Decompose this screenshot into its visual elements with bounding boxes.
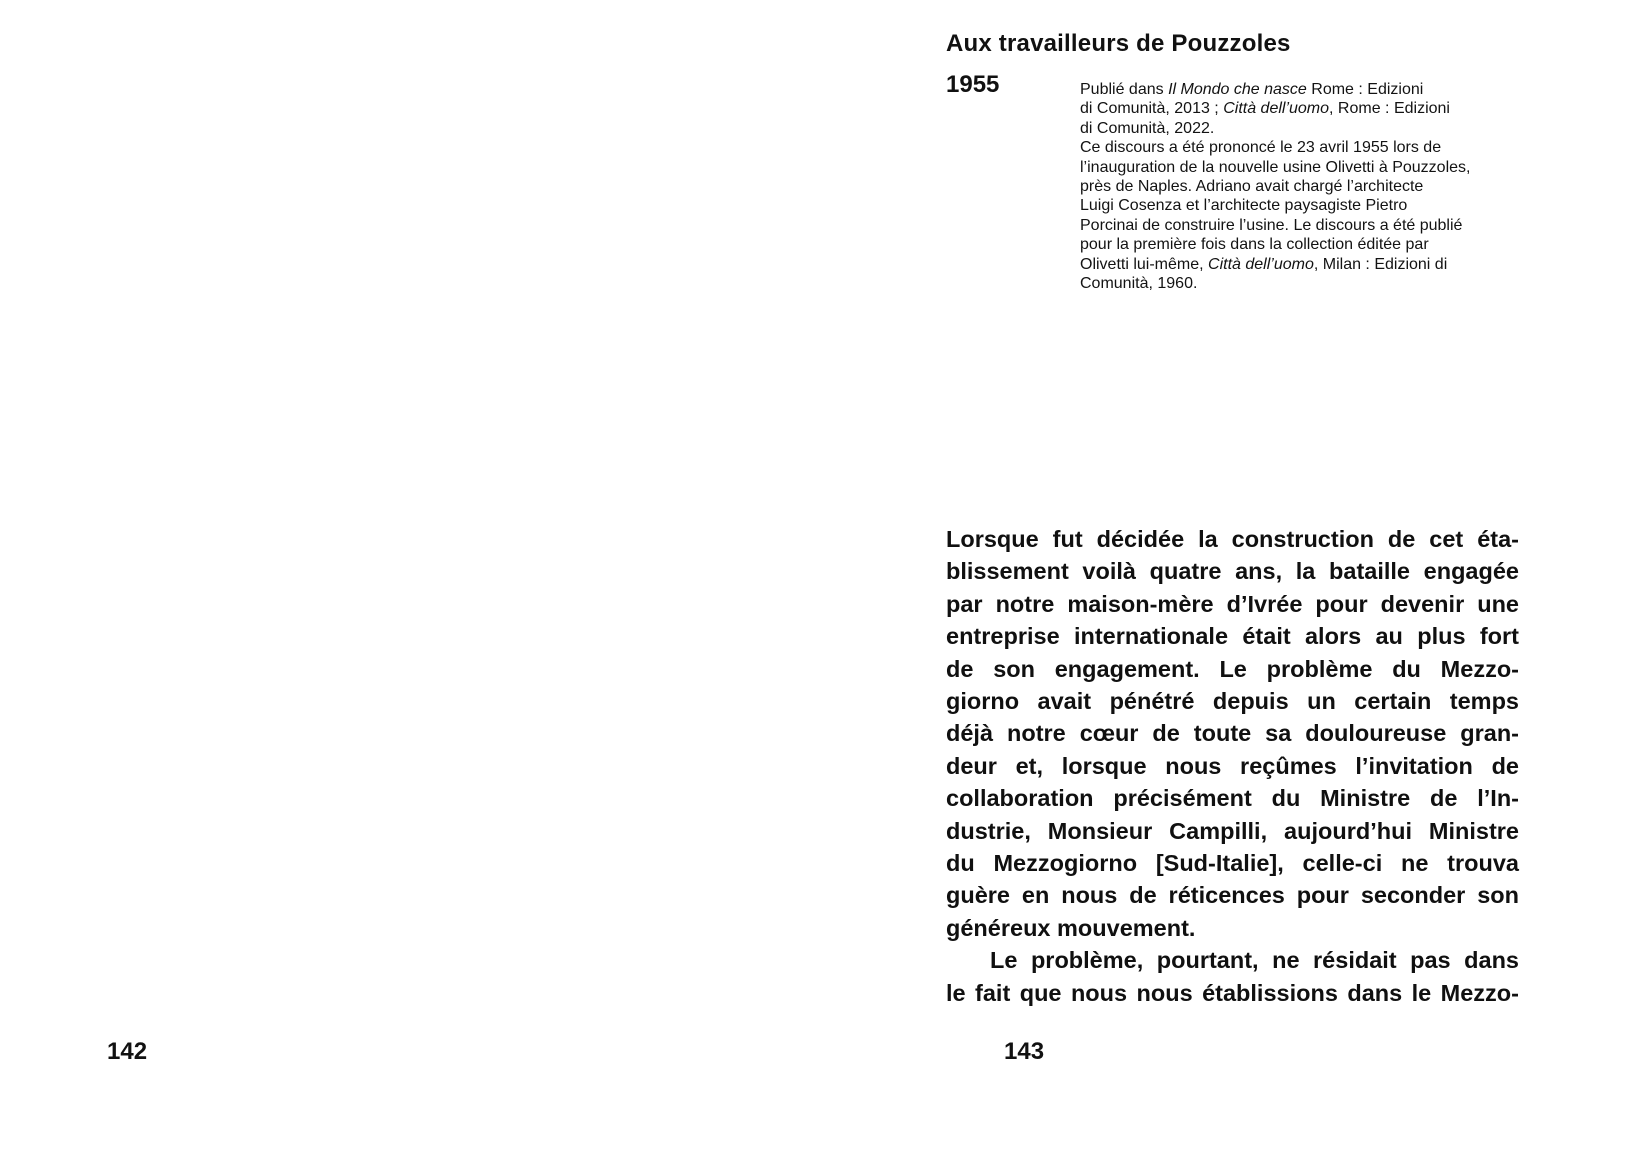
body-text	[946, 523, 1519, 1009]
note-line: Porcinai de construire l’usine. Le discours a été publié	[1080, 216, 1463, 234]
note-line: Luigi Cosenza et l’architecte paysagiste Pietro	[1080, 197, 1408, 215]
note-line: Ce discours a été prononcé le 23 avril 1955 lors de	[1080, 139, 1442, 157]
body-line: par notre maison-mère d’Ivrée pour devenir une	[946, 590, 1519, 617]
note-line: Olivetti lui-même, Città dell’uomo, Milan : Edizioni di	[1080, 255, 1448, 273]
body-line: giorno avait pénétré depuis un certain temps	[946, 688, 1519, 715]
note-line: l’inauguration de la nouvelle usine Olivetti à Pouzzoles,	[1080, 158, 1471, 176]
chapter-year: 1955	[946, 71, 1000, 98]
note-line: Publié dans Il Mondo che nasce Rome : Edizioni	[1080, 81, 1424, 98]
note-line: près de Naples. Adriano avait chargé l’architecte	[1080, 178, 1424, 196]
note-line: di Comunità, 2022.	[1080, 119, 1215, 137]
body-line: entreprise internationale était alors au plus fort	[946, 623, 1519, 650]
body-line: Le problème, pourtant, ne résidait pas dans	[990, 947, 1519, 974]
body-line: généreux mouvement.	[946, 914, 1196, 941]
body-line: guère en nous de réticences pour seconder son	[946, 882, 1519, 909]
body-line: dustrie, Monsieur Campilli, aujourd’hui Ministre	[946, 817, 1519, 844]
note-line: di Comunità, 2013 ; Città dell’uomo, Rome : Edizioni	[1080, 100, 1450, 118]
left-page-number: 142	[107, 1038, 148, 1065]
chapter-title: Aux travailleurs de Pouzzoles	[946, 30, 1291, 57]
body-line: de son engagement. Le problème du Mezzo-	[946, 655, 1519, 682]
body-line: deur et, lorsque nous reçûmes l’invitation de	[946, 752, 1519, 779]
body-line: Lorsque fut décidée la construction de cet éta-	[946, 526, 1519, 552]
body-line: déjà notre cœur de toute sa douloureuse gran-	[946, 720, 1519, 747]
note-line: pour la première fois dans la collection éditée par	[1080, 236, 1429, 254]
note-line: Comunità, 1960.	[1080, 275, 1198, 293]
body-line: collaboration précisément du Ministre de l’In-	[946, 785, 1519, 812]
bibliographic-note	[1080, 80, 1525, 293]
body-line: du Mezzogiorno [Sud-Italie], celle-ci ne trouva	[946, 850, 1519, 877]
body-line: le fait que nous nous établissions dans le Mezzo-	[946, 979, 1519, 1006]
right-page-number: 143	[1004, 1038, 1045, 1065]
body-line: blissement voilà quatre ans, la bataille engagée	[946, 558, 1519, 585]
